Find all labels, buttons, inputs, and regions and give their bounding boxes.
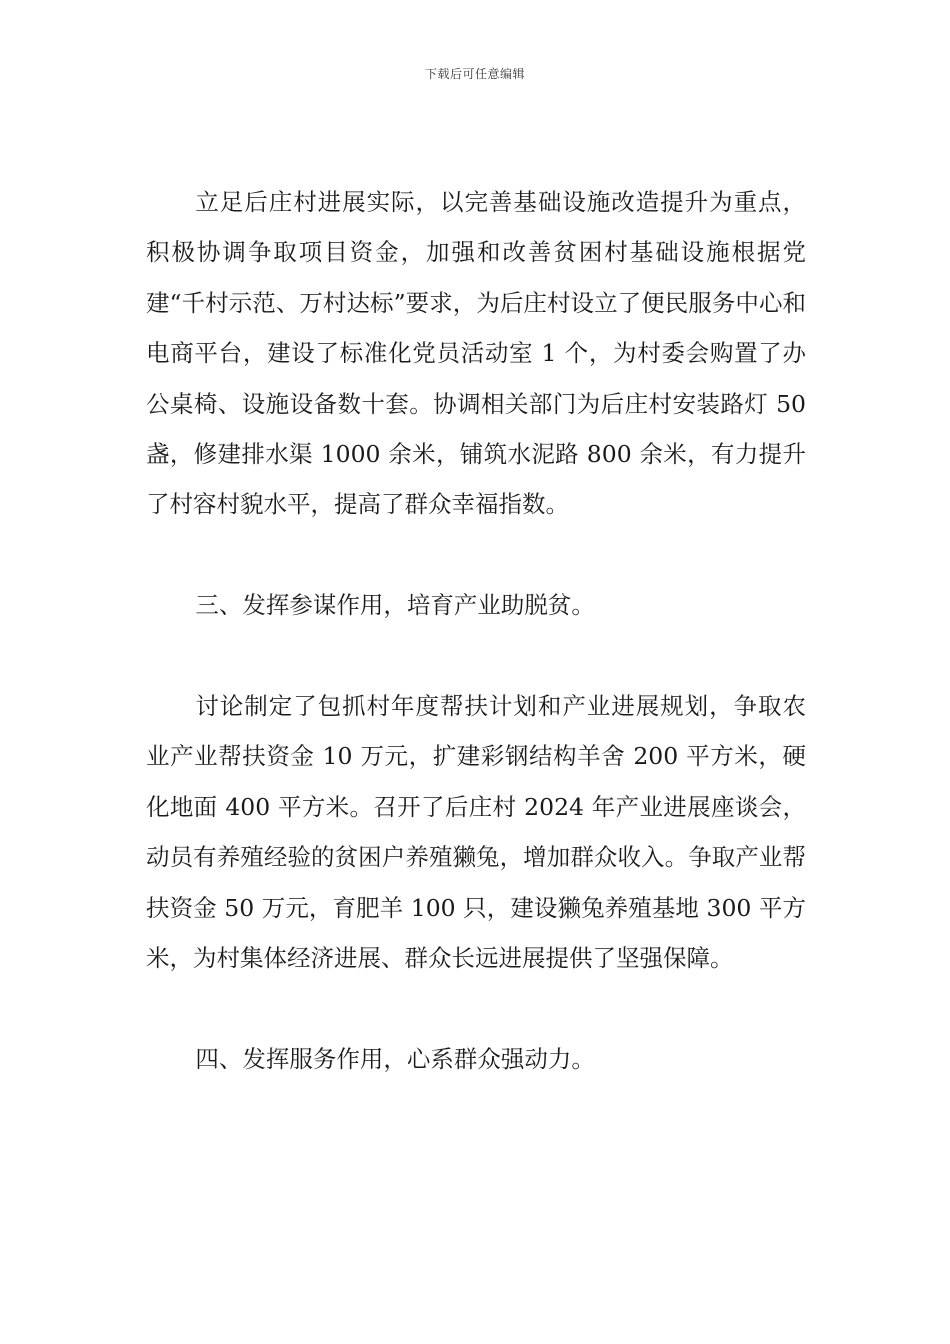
paragraph-spacer [146, 530, 806, 580]
paragraph-industry: 讨论制定了包抓村年度帮扶计划和产业进展规划，争取农业产业帮扶资金 10 万元，扩建彩钢结构羊舍 200 平方米，硬化地面 400 平方米。召开了后庄村 2024 年产业进展座谈会，动员有养殖经验的贫困户养殖獭兔，增加群众收入。争取产业帮扶资金 50 万元，育肥羊 100 只，建设獭兔养殖基地 300 平方米，为村集体经济进展、群众长远进展提供了坚强保障。 [146, 692, 806, 973]
section-heading-4: 四、发挥服务作用，心系群众强动力。 [195, 1044, 595, 1073]
page-header-note: 下载后可任意编辑 [424, 67, 525, 81]
section-heading-3: 三、发挥参谋作用，培育产业助脱贫。 [195, 591, 595, 620]
paragraph-spacer [146, 983, 806, 1033]
document-body [146, 177, 806, 1084]
paragraph-infrastructure: 立足后庄村进展实际，以完善基础设施改造提升为重点，积极协调争取项目资金，加强和改善贫困村基础设施根据党建“千村示范、万村达标”要求，为后庄村设立了便民服务中心和电商平台，建设了标准化党员活动室 1 个，为村委会购置了办公桌椅、设施设备数十套。协调相关部门为后庄村安装路灯 50 盏，修建排水渠 1000 余米，铺筑水泥路 800 余米，有力提升了村容村貌水平，提高了群众幸福指数。 [146, 188, 806, 519]
paragraph-spacer [146, 631, 806, 681]
